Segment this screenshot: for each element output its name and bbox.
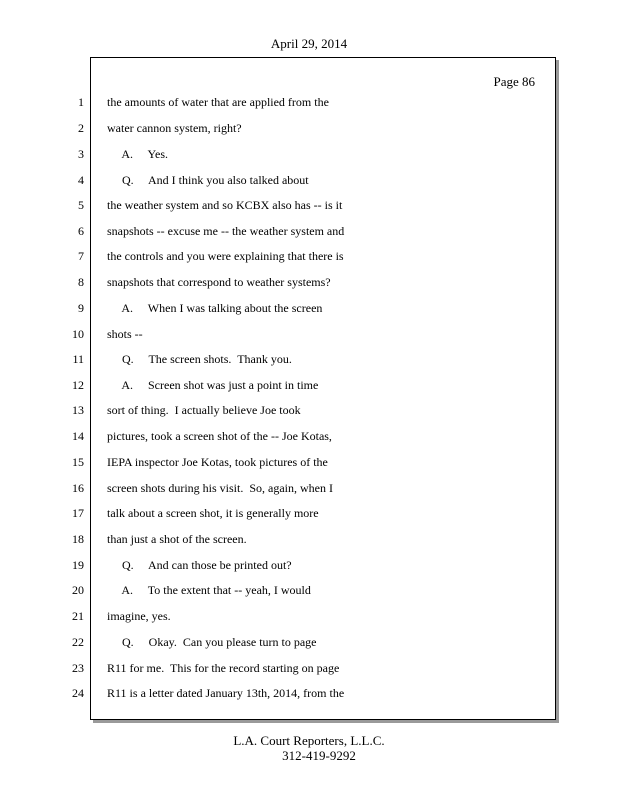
transcript-line: the weather system and so KCBX also has -- is it [107,198,343,212]
transcript-line: IEPA inspector Joe Kotas, took pictures of the [107,455,328,469]
header-date: April 29, 2014 [270,36,348,51]
line-number: 24 [72,686,84,700]
transcript-line: R11 for me. This for the record starting on page [107,661,340,675]
line-number: 23 [72,661,84,675]
transcript-line: imagine, yes. [107,609,171,623]
transcript-line: shots -- [107,327,143,341]
page-number: Page 86 [493,74,535,89]
transcript-line: Q. And can those be printed out? [107,558,292,572]
transcript-line: snapshots that correspond to weather systems? [107,275,331,289]
footer-phone: 312-419-9292 [282,748,356,763]
line-number: 19 [72,558,84,572]
transcript-line: than just a shot of the screen. [107,532,247,546]
transcript-line: the amounts of water that are applied from the [107,95,329,109]
transcript-line: Q. The screen shots. Thank you. [107,352,292,366]
transcript-line: the controls and you were explaining that there is [107,249,344,263]
line-number: 5 [78,198,84,212]
line-number: 10 [72,327,84,341]
transcript-line: A. Screen shot was just a point in time [107,378,319,392]
transcript-line: A. Yes. [107,147,169,161]
transcript-line: Q. And I think you also talked about [107,173,309,187]
transcript-line: A. To the extent that -- yeah, I would [107,583,311,597]
line-number: 21 [72,609,84,623]
line-number: 11 [72,352,84,366]
transcript-line: pictures, took a screen shot of the -- Joe Kotas, [107,429,332,443]
transcript-line: sort of thing. I actually believe Joe took [107,403,301,417]
line-number: 15 [72,455,84,469]
line-number: 6 [78,224,84,238]
line-number: 8 [78,275,84,289]
transcript-line: water cannon system, right? [107,121,242,135]
line-number: 4 [78,173,84,187]
line-number: 16 [72,481,84,495]
line-number: 1 [78,95,84,109]
transcript-line: snapshots -- excuse me -- the weather system and [107,224,345,238]
line-number: 20 [72,583,84,597]
line-number: 12 [72,378,84,392]
line-number: 14 [72,429,84,443]
transcript-line: Q. Okay. Can you please turn to page [107,635,317,649]
line-number: 13 [72,403,84,417]
transcript-line: A. When I was talking about the screen [107,301,323,315]
line-number: 18 [72,532,84,546]
line-number: 7 [78,249,84,263]
transcript-line: talk about a screen shot, it is generally more [107,506,319,520]
line-number: 22 [72,635,84,649]
transcript-line: R11 is a letter dated January 13th, 2014, from the [107,686,345,700]
line-number: 2 [78,121,84,135]
line-number: 17 [72,506,84,520]
line-number: 3 [78,147,84,161]
line-number-column [0,0,90,800]
footer-company: L.A. Court Reporters, L.L.C. [233,733,385,748]
line-number: 9 [78,301,84,315]
transcript-line: screen shots during his visit. So, again, when I [107,481,333,495]
